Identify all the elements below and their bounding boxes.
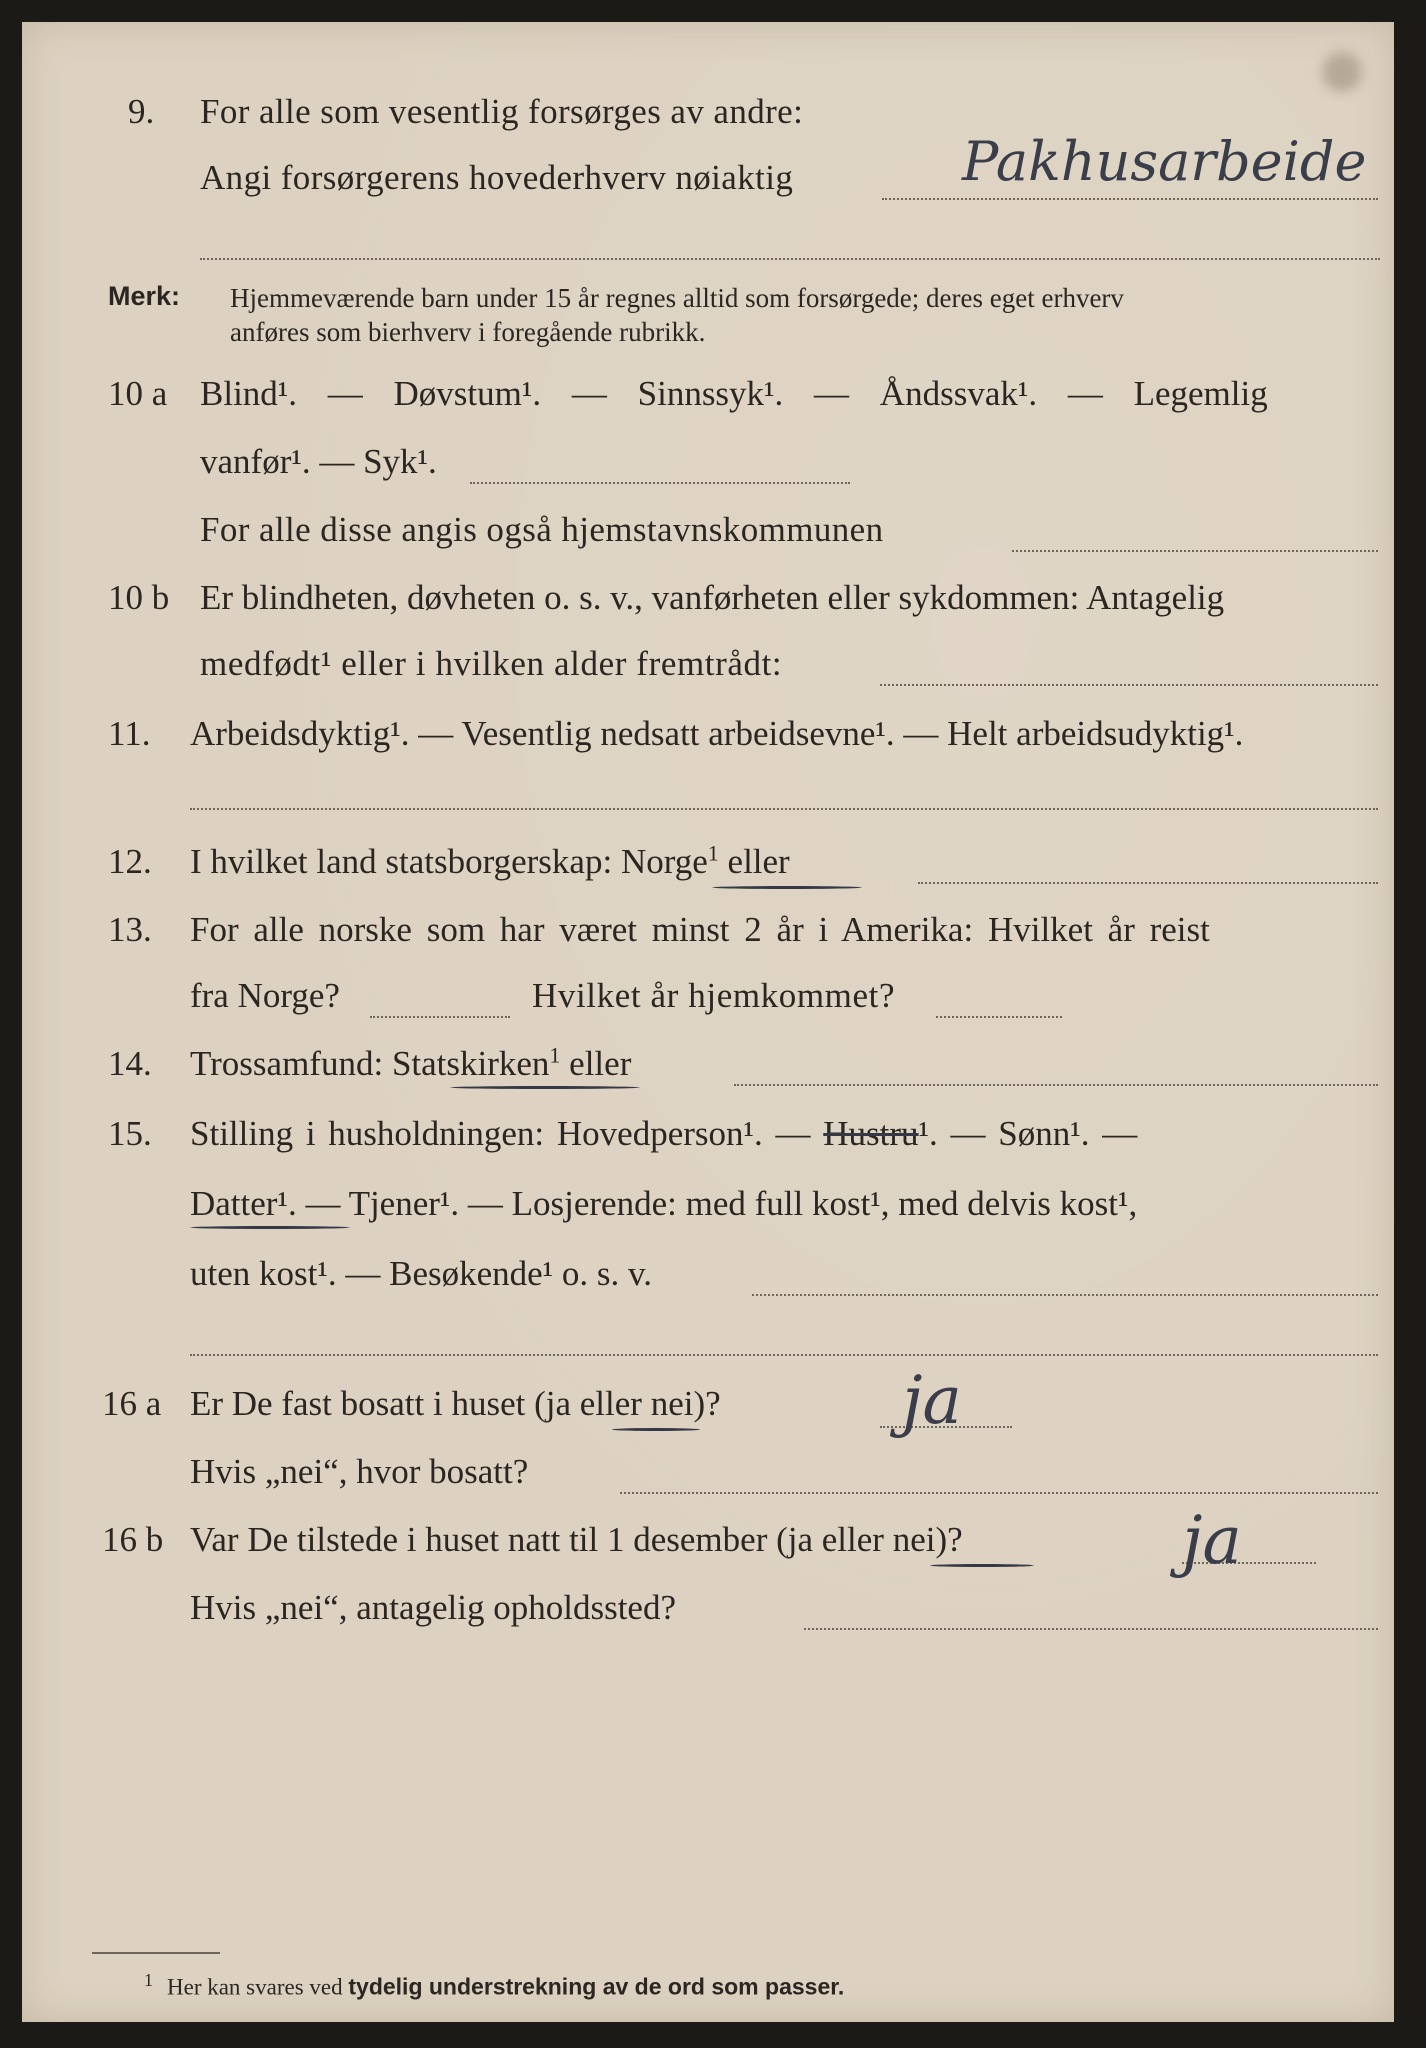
q16b-line2: Hvis „nei“, antagelig opholdssted? [190, 1588, 676, 1627]
footnote-rule [92, 1952, 220, 1954]
q16a-line1a: Er De fast bosatt i huset [190, 1384, 535, 1423]
paper-stain [1322, 52, 1362, 92]
q12-option-norge[interactable]: Norge [620, 842, 708, 881]
q12-norge-underline [712, 886, 862, 889]
q16a-line1b: eller nei)? [571, 1384, 721, 1423]
q12-line: I hvilket land statsborgerskap: Norge$^1$ eller [190, 840, 790, 881]
q16b-line1b: nei)? [883, 1520, 963, 1559]
q12-number: 12. [108, 842, 152, 881]
q13-line2b: Hvilket år hjemkommet? [532, 976, 896, 1015]
merk-line2: anføres som bierhverv i foregående rubrikk. [230, 317, 706, 347]
q13-reist-line [370, 1016, 510, 1018]
q12-suffix: eller [718, 842, 790, 881]
q16a-bosatt-line [620, 1492, 1378, 1494]
q14-option-statskirken[interactable]: Statskirken [391, 1044, 550, 1083]
q16b-option-ja[interactable]: (ja eller [776, 1520, 884, 1559]
q9-blank-line [200, 258, 1380, 260]
q16b-handwritten-answer[interactable]: ja [1182, 1502, 1242, 1579]
q13-number: 13. [108, 910, 152, 949]
q14-prefix: Trossamfund: [190, 1044, 392, 1083]
footnote-bold-text: tydelig understrekning av de ord som passer. [348, 1973, 845, 2000]
q15-line3: uten kost¹. — Besøkende¹ o. s. v. [190, 1254, 653, 1293]
q9-line2: Angi forsørgerens hovederhverv nøiaktig [200, 158, 794, 197]
q10b-number: 10 b [108, 578, 170, 617]
q15-besokende-line [752, 1294, 1378, 1296]
q14-number: 14. [108, 1044, 152, 1083]
q16a-line1 [190, 1384, 721, 1424]
footnote [144, 1970, 844, 2001]
q13-hjemkommet-line [936, 1016, 1062, 1018]
q16b-opholdssted-line [804, 1628, 1378, 1630]
q15-line1a: Stilling i husholdningen: Hovedperson¹. — [190, 1114, 824, 1153]
q9-answer-line [882, 198, 1378, 200]
q12-other-country-line [918, 882, 1378, 884]
q10a-number: 10 a [108, 374, 168, 413]
footnote-text: Her kan svares ved [167, 1974, 349, 2000]
census-form-page [22, 22, 1394, 2022]
q10b-line2: medfødt¹ eller i hvilken alder fremtrådt: [200, 644, 783, 683]
q16b-line1 [190, 1520, 963, 1560]
q13-line2a: fra Norge? [190, 976, 340, 1015]
q16a-handwritten-answer[interactable]: ja [902, 1362, 962, 1439]
q16b-ja-underline [930, 1564, 1034, 1567]
q15-option-datter[interactable]: Datter¹. [190, 1184, 297, 1223]
q10a-line2: vanfør¹. — Syk¹. [200, 442, 437, 481]
q15-datter-underline [190, 1226, 350, 1229]
q15-line1b: ¹. — Sønn¹. — [918, 1114, 1138, 1153]
q13-line1: For alle norske som har været minst 2 år i Amerika: Hvilket år reist [190, 910, 1210, 949]
q15-line2b: — Tjener¹. — Losjerende: med full kost¹, med delvis kost¹, [296, 1184, 1138, 1223]
q14-suffix: eller [560, 1044, 632, 1083]
q10a-line1: Blind¹. — Døvstum¹. — Sinnssyk¹. — Åndssvak¹. — Legemlig [200, 374, 1268, 413]
merk-label: Merk: [108, 281, 181, 311]
q16a-ja-underline [612, 1428, 700, 1431]
q10b-line1: Er blindheten, døvheten o. s. v., vanførheten eller sykdommen: Antagelig [200, 578, 1225, 617]
q15-blank-line [190, 1354, 1378, 1356]
q11-number: 11. [108, 714, 151, 753]
q16b-line1a: Var De tilstede i huset natt til 1 desember [190, 1520, 777, 1559]
merk-line1: Hjemmeværende barn under 15 år regnes alltid som forsørgede; deres eget erhverv [230, 283, 1124, 313]
q15-line1 [190, 1114, 1137, 1154]
q10a-line3: For alle disse angis også hjemstavnskommunen [200, 510, 884, 549]
q14-statskirken-underline [450, 1086, 640, 1089]
merk-note [108, 278, 180, 314]
q9-line1: For alle som vesentlig forsørges av andre: [200, 92, 804, 131]
q12-prefix: I hvilket land statsborgerskap: [190, 842, 621, 881]
q16a-option-ja[interactable]: (ja [534, 1384, 572, 1423]
footnote-mark: 1 [144, 1970, 153, 1990]
q9-number: 9. [128, 92, 155, 131]
q10a-hjemstavn-line [1012, 550, 1378, 552]
q10b-alder-line [880, 684, 1378, 686]
q11-blank-line [190, 808, 1378, 810]
q10a-syk-line [470, 482, 850, 484]
q14-line: Trossamfund: Statskirken$^1$ eller [190, 1042, 632, 1083]
q15-line2 [190, 1184, 1137, 1224]
q15-number: 15. [108, 1114, 152, 1153]
q9-handwritten-answer[interactable]: Pakhusarbeide [962, 130, 1367, 193]
q15-option-hustru-struck[interactable]: Hustru [823, 1114, 919, 1153]
q14-other-line [734, 1084, 1378, 1086]
q16a-number: 16 a [102, 1384, 162, 1423]
q16a-line2: Hvis „nei“, hvor bosatt? [190, 1452, 529, 1491]
q16b-number: 16 b [102, 1520, 164, 1559]
q11-line1: Arbeidsdyktig¹. — Vesentlig nedsatt arbeidsevne¹. — Helt arbeidsudyktig¹. [190, 714, 1244, 753]
